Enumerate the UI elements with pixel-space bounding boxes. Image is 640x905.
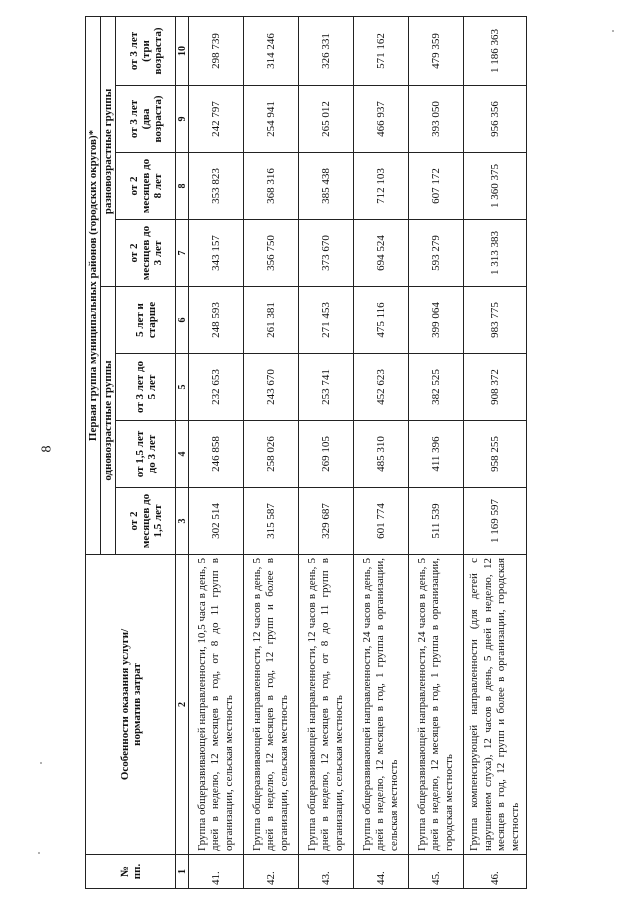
value-cell: 1 169 597 xyxy=(464,488,527,555)
value-cell: 466 937 xyxy=(354,86,409,153)
row-description: Группа общеразвивающей направленности, 24 часов в день, 5 дней в неделю, 12 месяцев в год, 1 группа в организации, городская местность xyxy=(409,555,464,855)
col-number: 3 xyxy=(176,488,189,555)
value-cell: 243 670 xyxy=(244,354,299,421)
row-number: 41. xyxy=(189,855,244,889)
value-cell: 246 858 xyxy=(189,421,244,488)
value-cell: 254 941 xyxy=(244,86,299,153)
rotated-table-container xyxy=(85,17,603,889)
table-row xyxy=(409,16,464,888)
header-col-3: от 2 месяцев до 1,5 лет xyxy=(116,488,176,555)
header-features: Особенности оказания услуги/ норматив затрат xyxy=(86,555,176,855)
value-cell: 607 172 xyxy=(409,153,464,220)
value-cell: 368 316 xyxy=(244,153,299,220)
table-row xyxy=(244,16,299,888)
header-single-age: одновозрастные группы xyxy=(101,287,116,555)
value-cell: 1 360 375 xyxy=(464,153,527,220)
header-col-9: от 3 лет (два возраста) xyxy=(116,86,176,153)
value-cell: 326 331 xyxy=(299,16,354,85)
row-number: 43. xyxy=(299,855,354,889)
row-number: 44. xyxy=(354,855,409,889)
col-number: 4 xyxy=(176,421,189,488)
value-cell: 315 587 xyxy=(244,488,299,555)
value-cell: 298 739 xyxy=(189,16,244,85)
value-cell: 253 741 xyxy=(299,354,354,421)
col-number: 5 xyxy=(176,354,189,421)
value-cell: 712 103 xyxy=(354,153,409,220)
scan-dot xyxy=(40,762,42,764)
header-col-4: от 1,5 лет до 3 лет xyxy=(116,421,176,488)
row-description: Группа общеразвивающей направленности, 10,5 часа в день, 5 дней в неделю, 12 месяцев в год, от 8 до 11 групп в организации, сельская местность xyxy=(189,555,244,855)
value-cell: 232 653 xyxy=(189,354,244,421)
value-cell: 302 514 xyxy=(189,488,244,555)
value-cell: 242 797 xyxy=(189,86,244,153)
row-description: Группа общеразвивающей направленности, 12 часов в день, 5 дней в неделю, 12 месяцев в год, от 8 до 11 групп в организации, сельская местность xyxy=(299,555,354,855)
col-number: 10 xyxy=(176,16,189,85)
value-cell: 694 524 xyxy=(354,220,409,287)
scan-dot xyxy=(612,30,614,32)
value-cell: 411 396 xyxy=(409,421,464,488)
value-cell: 261 381 xyxy=(244,287,299,354)
value-cell: 382 525 xyxy=(409,354,464,421)
value-cell: 353 823 xyxy=(189,153,244,220)
value-cell: 393 050 xyxy=(409,86,464,153)
col-number: 7 xyxy=(176,220,189,287)
header-col-8: от 2 месяцев до 8 лет xyxy=(116,153,176,220)
value-cell: 956 356 xyxy=(464,86,527,153)
col-number: 6 xyxy=(176,287,189,354)
row-description: Группа компенсирующей направленности (для детей с нарушением слуха), 12 часов в день, 5 дней в неделю, 12 месяцев в год, 12 групп и более в организации, городская местность xyxy=(464,555,527,855)
value-cell: 485 310 xyxy=(354,421,409,488)
col-number: 9 xyxy=(176,86,189,153)
table-body xyxy=(189,16,527,888)
header-no: № пп. xyxy=(86,855,176,889)
scan-dot xyxy=(38,852,40,854)
value-cell: 399 064 xyxy=(409,287,464,354)
col-number: 1 xyxy=(176,855,189,889)
value-cell: 385 438 xyxy=(299,153,354,220)
value-cell: 511 539 xyxy=(409,488,464,555)
value-cell: 248 593 xyxy=(189,287,244,354)
cost-norms-table xyxy=(85,16,527,889)
row-number: 46. xyxy=(464,855,527,889)
value-cell: 265 012 xyxy=(299,86,354,153)
header-col-10: от 3 лет (три возраста) xyxy=(116,16,176,85)
header-mixed-age: разновозрастные группы xyxy=(101,16,116,286)
value-cell: 593 279 xyxy=(409,220,464,287)
header-municipal-group: Первая группа муниципальных районов (городских округов)* xyxy=(86,16,101,554)
value-cell: 258 026 xyxy=(244,421,299,488)
value-cell: 452 623 xyxy=(354,354,409,421)
header-col-5: от 3 лет до 5 лет xyxy=(116,354,176,421)
row-number: 45. xyxy=(409,855,464,889)
value-cell: 479 359 xyxy=(409,16,464,85)
value-cell: 958 255 xyxy=(464,421,527,488)
row-number: 42. xyxy=(244,855,299,889)
value-cell: 373 670 xyxy=(299,220,354,287)
value-cell: 908 372 xyxy=(464,354,527,421)
row-description: Группа общеразвивающей направленности, 12 часов в день, 5 дней в неделю, 12 месяцев в год, 12 групп и более в организации, сельская местность xyxy=(244,555,299,855)
row-description: Группа общеразвивающей направленности, 24 часов в день, 5 дней в неделю, 12 месяцев в год, 1 группа в организации, сельская местность xyxy=(354,555,409,855)
table-row xyxy=(354,16,409,888)
value-cell: 1 313 383 xyxy=(464,220,527,287)
value-cell: 329 687 xyxy=(299,488,354,555)
table-row xyxy=(464,16,527,888)
column-number-row xyxy=(176,16,189,888)
col-number: 8 xyxy=(176,153,189,220)
value-cell: 314 246 xyxy=(244,16,299,85)
header-col-7: от 2 месяцев до 3 лет xyxy=(116,220,176,287)
value-cell: 571 162 xyxy=(354,16,409,85)
value-cell: 601 774 xyxy=(354,488,409,555)
page-number: 8 xyxy=(39,445,55,453)
value-cell: 271 453 xyxy=(299,287,354,354)
value-cell: 269 105 xyxy=(299,421,354,488)
value-cell: 983 775 xyxy=(464,287,527,354)
value-cell: 1 186 363 xyxy=(464,16,527,85)
value-cell: 475 116 xyxy=(354,287,409,354)
table-row xyxy=(189,16,244,888)
header-col-6: 5 лет и старше xyxy=(116,287,176,354)
col-number: 2 xyxy=(176,555,189,855)
value-cell: 343 157 xyxy=(189,220,244,287)
value-cell: 356 750 xyxy=(244,220,299,287)
table-row xyxy=(299,16,354,888)
